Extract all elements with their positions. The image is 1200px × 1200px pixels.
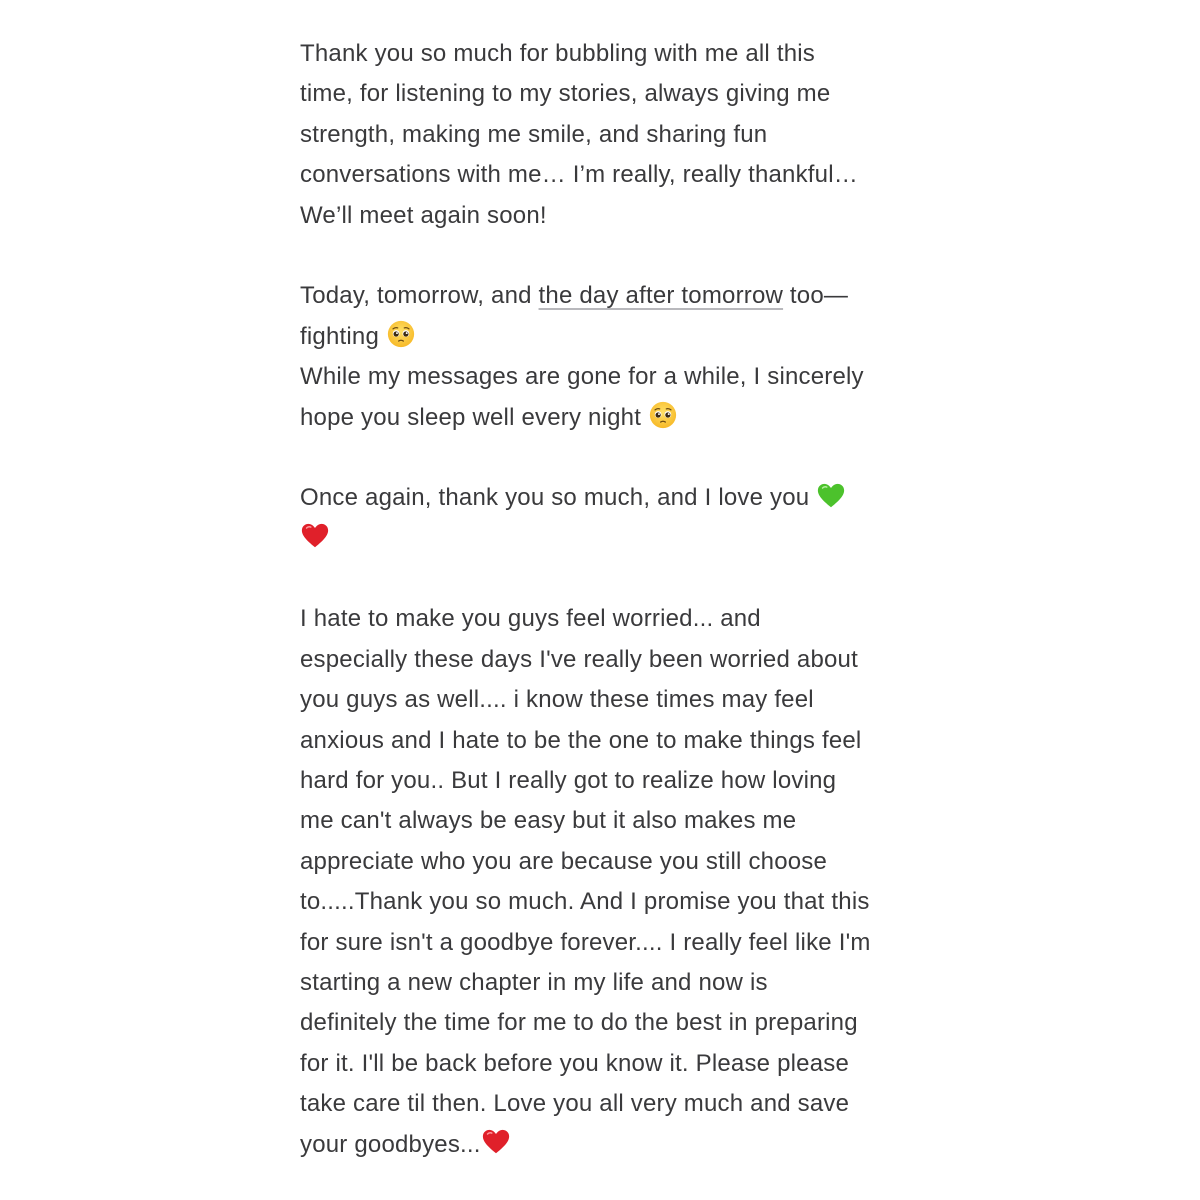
text-span: Today, tomorrow, and: [300, 282, 539, 310]
text-line: me can't always be easy but it also makes me: [300, 807, 797, 835]
date-link[interactable]: the day after tomorrow: [538, 282, 784, 310]
text-line: to.....Thank you so much. And I promise you that this: [300, 888, 870, 916]
paragraph-gap: [300, 438, 910, 478]
red-heart-icon: [300, 521, 330, 551]
text-line: [300, 1125, 910, 1165]
text-span: Once again, thank you so much, and I love you: [300, 484, 817, 512]
text-span: hope you sleep well every night: [300, 403, 648, 431]
text-line: strength, making me smile, and sharing fun: [300, 120, 768, 148]
text-line: conversations with me… I’m really, really thankful…: [300, 161, 858, 189]
text-line: especially these days I've really been worried about: [300, 645, 858, 673]
red-heart-icon: [481, 1127, 511, 1157]
text-line: [300, 398, 910, 438]
text-span: too—: [783, 282, 849, 310]
text-line: definitely the time for me to do the best in preparing: [300, 1009, 858, 1037]
pleading-face-icon: [648, 400, 678, 430]
text-span: your goodbyes...: [300, 1130, 481, 1158]
text-line: I hate to make you guys feel worried... and: [300, 605, 761, 633]
paragraph-gap: [300, 559, 910, 599]
text-line: [300, 519, 910, 559]
text-line: take care til then. Love you all very much and save: [300, 1090, 850, 1118]
text-span: fighting: [300, 322, 386, 350]
paragraph-gap: [300, 236, 910, 276]
text-line: [300, 317, 910, 357]
text-line: [300, 276, 910, 316]
text-line: starting a new chapter in my life and now is: [300, 968, 768, 996]
note-body: [300, 34, 910, 1165]
text-line: time, for listening to my stories, always giving me: [300, 80, 831, 108]
text-line: you guys as well.... i know these times may feel: [300, 686, 814, 714]
text-line: anxious and I hate to be the one to make things feel: [300, 726, 862, 754]
text-line: While my messages are gone for a while, I sincerely: [300, 363, 864, 391]
pleading-face-icon: [386, 319, 416, 349]
text-line: hard for you.. But I really got to realize how loving: [300, 767, 837, 795]
text-line: for sure isn't a goodbye forever.... I really feel like I'm: [300, 928, 871, 956]
text-line: appreciate who you are because you still choose: [300, 847, 828, 875]
green-heart-icon: [816, 481, 846, 511]
text-line: [300, 478, 910, 518]
text-line: We’ll meet again soon!: [300, 201, 547, 229]
text-line: for it. I'll be back before you know it. Please please: [300, 1049, 850, 1077]
text-line: Thank you so much for bubbling with me all this: [300, 40, 815, 67]
